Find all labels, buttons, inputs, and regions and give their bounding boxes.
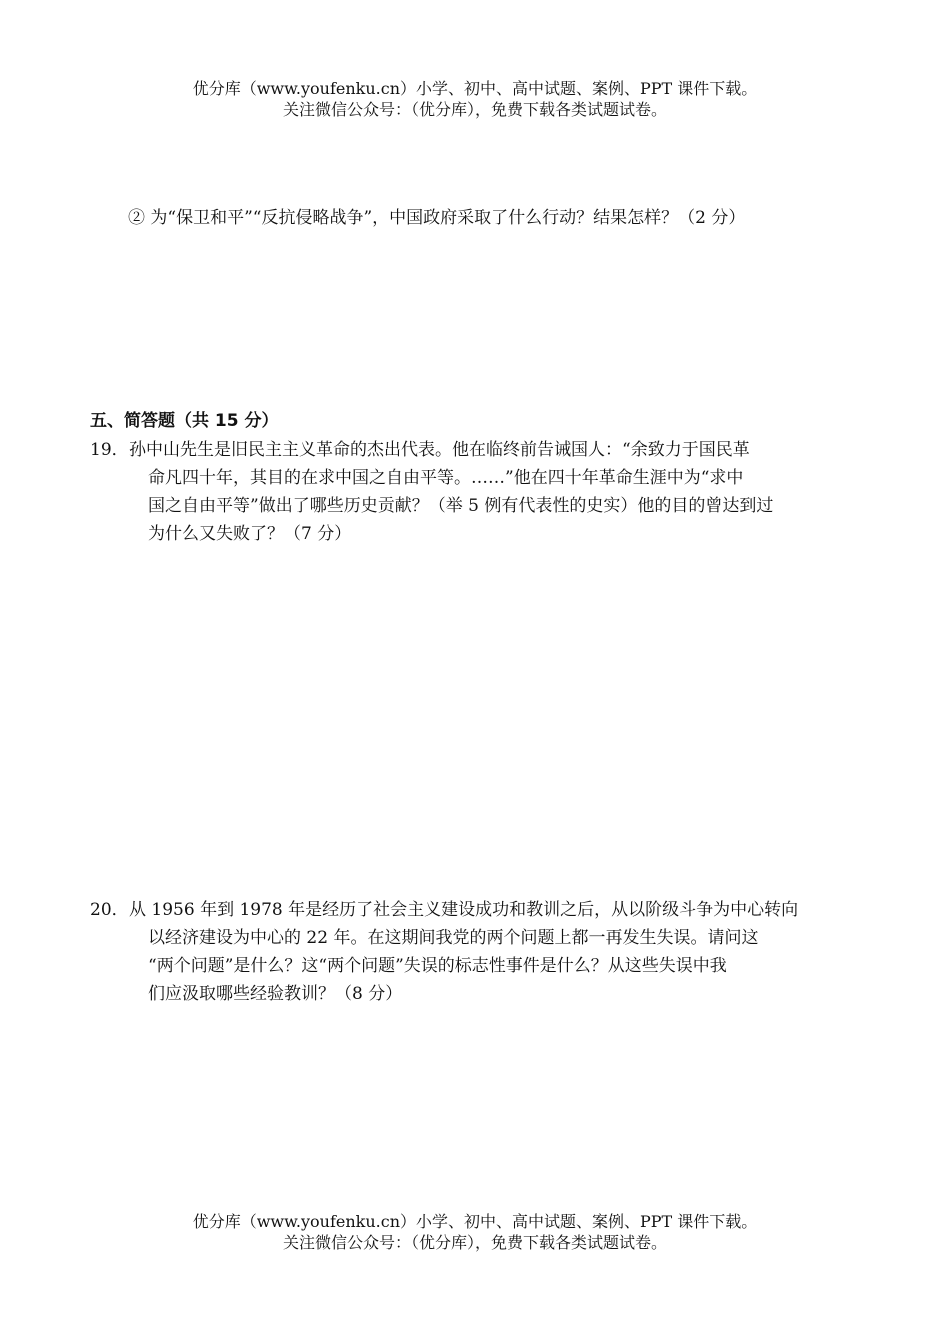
question-20: [90, 896, 862, 1008]
question-text: [129, 436, 862, 548]
header-line-2: 关注微信公众号：（优分库），免费下载各类试题试卷。: [282, 100, 667, 119]
question-text: [129, 896, 862, 1008]
section-title: 五、简答题（共 15 分）: [90, 411, 279, 431]
question-number: 19．: [90, 440, 129, 460]
footer-line-2: 关注微信公众号：（优分库），免费下载各类试题试卷。: [282, 1233, 667, 1252]
question-line: “两个问题”是什么？这“两个问题”失误的标志性事件是什么？从这些失误中我: [148, 956, 727, 976]
question-line: 国之自由平等”做出了哪些历史贡献？（举 5 例有代表性的史实）他的目的曾达到过: [148, 496, 774, 516]
question-19: [90, 436, 862, 548]
question-line: 从 1956 年到 1978 年是经历了社会主义建设成功和教训之后，从以阶级斗争为中心转向: [129, 900, 799, 920]
sub-question-2: ② 为“保卫和平”“反抗侵略战争”，中国政府采取了什么行动？结果怎样？（2 分）: [128, 208, 746, 228]
question-line: 命凡四十年，其目的在求中国之自由平等。……”他在四十年革命生涯中为“求中: [148, 468, 744, 488]
question-line: 孙中山先生是旧民主主义革命的杰出代表。他在临终前告诫国人：“余致力于国民革: [129, 440, 750, 460]
footer-line-1: 优分库（www.youfenku.cn）小学、初中、高中试题、案例、PPT 课件下载。: [192, 1212, 758, 1231]
page-header: [0, 78, 950, 120]
question-number: 20．: [90, 900, 129, 920]
question-line: 以经济建设为中心的 22 年。在这期间我党的两个问题上都一再发生失误。请问这: [148, 928, 759, 948]
header-line-1: 优分库（www.youfenku.cn）小学、初中、高中试题、案例、PPT 课件下载。: [192, 79, 758, 98]
page-footer: [0, 1211, 950, 1253]
question-line: 为什么又失败了？（7 分）: [148, 524, 352, 544]
question-line: 们应汲取哪些经验教训？（8 分）: [148, 984, 403, 1004]
